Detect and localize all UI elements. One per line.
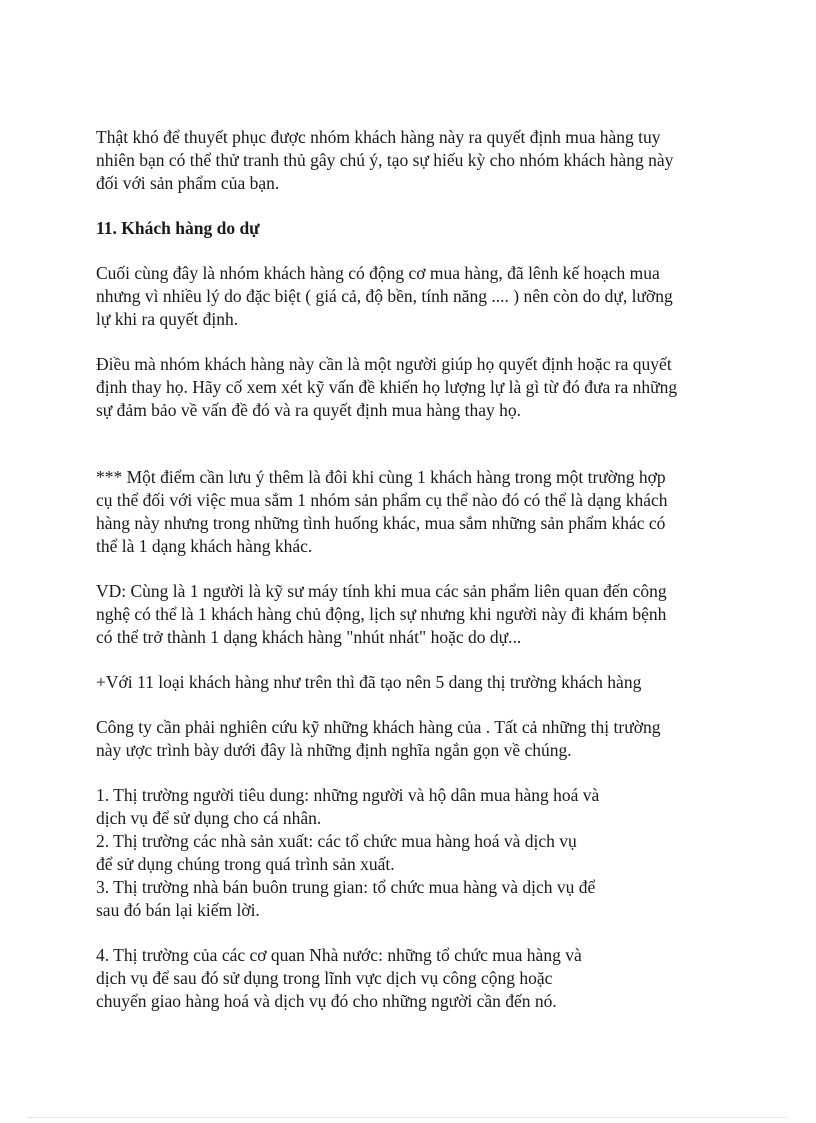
paragraph-note [96,466,736,558]
text-line: đối với sản phẩm của bạn. [96,173,280,193]
list-item: để sử dụng chúng trong quá trình sản xuất. [96,854,395,874]
list-item: chuyển giao hàng hoá và dịch vụ đó cho những người cần đến nó. [96,991,557,1011]
text-line: có thể trở thành 1 dạng khách hàng "nhút nhát" hoặc do dự... [96,627,522,647]
paragraph-intro [96,126,736,195]
paragraph-company-research [96,716,736,762]
text-line: hàng này nhưng trong những tình huống khác, mua sắm những sản phẩm khác có [96,513,666,533]
paragraph-hesitant-description [96,262,736,331]
text-line: này ược trình bày dưới đây là những định nghĩa ngắn gọn về chúng. [96,740,572,760]
paragraph-hesitant-advice [96,353,736,422]
page-bottom-divider [28,1117,788,1118]
market-list-1-3 [96,784,736,922]
list-item: 2. Thị trường các nhà sản xuất: các tổ chức mua hàng hoá và dịch vụ [96,831,577,851]
text-line: +Với 11 loại khách hàng như trên thì đã tạo nên 5 dang thị trường khách hàng [96,672,642,692]
text-line: lự khi ra quyết định. [96,309,239,329]
list-item: dịch vụ để sau đó sử dụng trong lĩnh vực dịch vụ công cộng hoặc [96,968,553,988]
text-line: thể là 1 dạng khách hàng khác. [96,536,313,556]
list-item: 1. Thị trường người tiêu dung: những người và hộ dân mua hàng hoá và [96,785,600,805]
text-line: nhiên bạn có thể thử tranh thủ gây chú ý, tạo sự hiếu kỳ cho nhóm khách hàng này [96,150,674,170]
list-item: 3. Thị trường nhà bán buôn trung gian: tổ chức mua hàng và dịch vụ để [96,877,596,897]
blank-line [96,444,736,466]
text-line: Công ty cần phải nghiên cứu kỹ những khách hàng của . Tất cả những thị trường [96,717,661,737]
text-line: định thay họ. Hãy cố xem xét kỹ vấn đề khiến họ lượng lự là gì từ đó đưa ra những [96,377,678,397]
section-heading: 11. Khách hàng do dự [96,218,260,238]
market-list-4 [96,944,736,1013]
list-item: dịch vụ để sử dụng cho cá nhân. [96,808,322,828]
list-item: 4. Thị trường của các cơ quan Nhà nước: những tổ chức mua hàng và [96,945,582,965]
paragraph-market-types [96,671,736,694]
text-line: nhưng vì nhiều lý do đặc biệt ( giá cả, độ bền, tính năng .... ) nên còn do dự, lưỡng [96,286,673,306]
text-line: sự đảm bảo về vấn đề đó và ra quyết định mua hàng thay họ. [96,400,521,420]
paragraph-example [96,580,736,649]
document-body [96,126,736,1035]
text-line: cụ thể đối với việc mua sắm 1 nhóm sản phẩm cụ thể nào đó có thể là dạng khách [96,490,668,510]
text-line: Thật khó để thuyết phục được nhóm khách hàng này ra quyết định mua hàng tuy [96,127,661,147]
text-line: *** Một điểm cần lưu ý thêm là đôi khi cùng 1 khách hàng trong một trường hợp [96,467,666,487]
text-line: Điều mà nhóm khách hàng này cần là một người giúp họ quyết định hoặc ra quyết [96,354,672,374]
text-line: VD: Cùng là 1 người là kỹ sư máy tính khi mua các sản phẩm liên quan đến công [96,581,667,601]
text-line: Cuối cùng đây là nhóm khách hàng có động cơ mua hàng, đã lênh kế hoạch mua [96,263,660,283]
list-item: sau đó bán lại kiếm lời. [96,900,260,920]
text-line: nghệ có thể là 1 khách hàng chủ động, lịch sự nhưng khi người này đi khám bệnh [96,604,667,624]
